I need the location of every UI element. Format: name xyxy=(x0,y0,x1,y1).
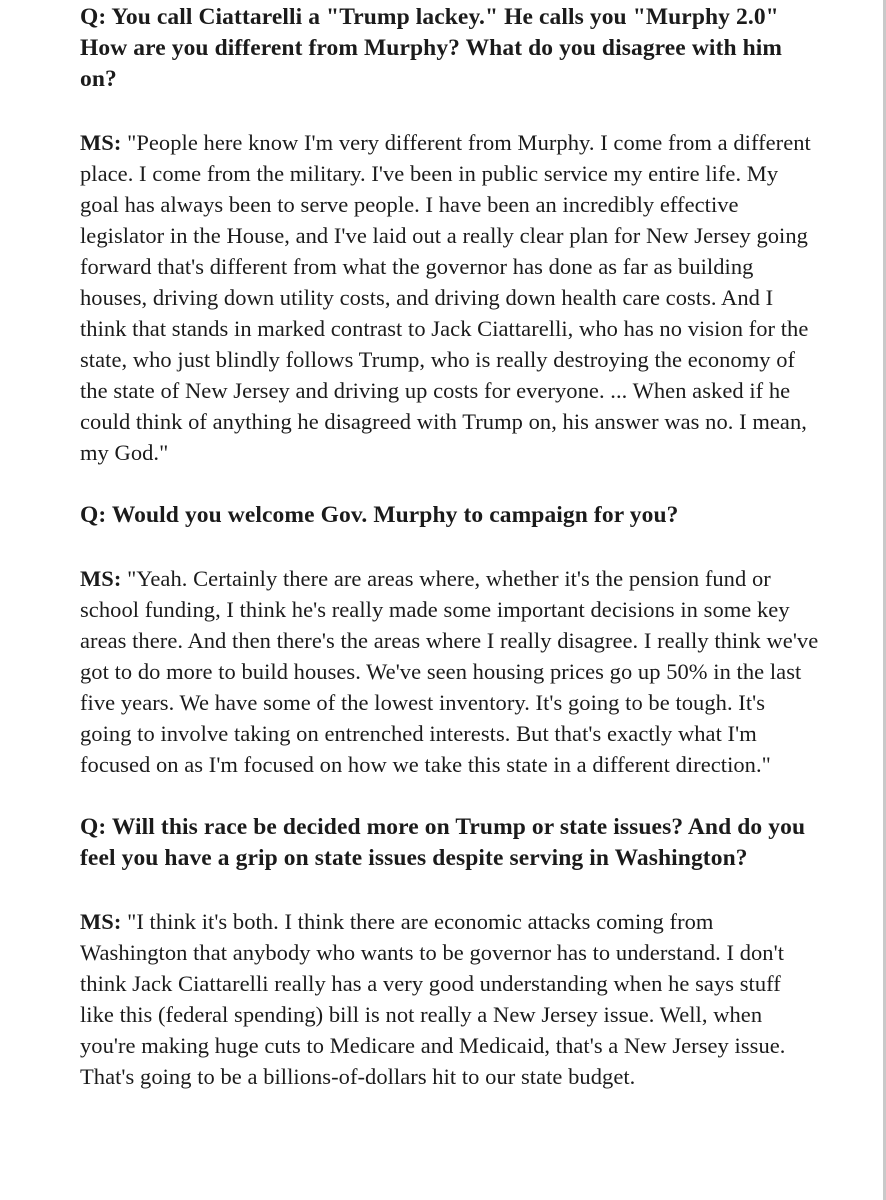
article-body xyxy=(80,2,820,1124)
answer-2 xyxy=(80,563,820,780)
speaker-label: MS: xyxy=(80,130,122,155)
answer-text: "Yeah. Certainly there are areas where, whether it's the pension fund or school funding, I think he's really made some important decisions in some key areas there. And then there's the areas where I really disagree. I really think we've got to do more to build houses. We've seen housing prices go up 50% in the last five years. We have some of the lowest inventory. It's going to be tough. It's going to involve taking on entrenched interests. But that's exactly what I'm focused on as I'm focused on how we take this state in a different direction." xyxy=(80,566,819,777)
answer-3 xyxy=(80,906,820,1092)
speaker-label: MS: xyxy=(80,566,122,591)
question-2: Q: Would you welcome Gov. Murphy to campaign for you? xyxy=(80,502,679,528)
answer-text: "I think it's both. I think there are economic attacks coming from Washington that anybody who wants to be governor has to understand. I don't think Jack Ciattarelli really has a very good understanding when he says stuff like this (federal spending) bill is not really a New Jersey issue. Well, when you're making huge cuts to Medicare and Medicaid, that's a New Jersey issue. That's going to be a billions-of-dollars hit to our state budget. xyxy=(80,909,786,1089)
question-3: Q: Will this race be decided more on Trump or state issues? And do you feel you have a grip on state issues despite serving in Washington? xyxy=(80,814,806,871)
answer-text: "People here know I'm very different from Murphy. I come from a different place. I come from the military. I've been in public service my entire life. My goal has always been to serve people. I have been an incredibly effective legislator in the House, and I've laid out a really clear plan for New Jersey going forward that's different from what the governor has done as far as building houses, driving down utility costs, and driving down health care costs. And I think that stands in marked contrast to Jack Ciattarelli, who has no vision for the state, who just blindly follows Trump, who is really destroying the economy of the state of New Jersey and driving up costs for everyone. ... When asked if he could think of anything he disagreed with Trump on, his answer was no. I mean, my God." xyxy=(80,130,811,465)
answer-1 xyxy=(80,127,820,468)
question-1: Q: You call Ciattarelli a "Trump lackey." He calls you "Murphy 2.0" How are you different from Murphy? What do you disagree with him on? xyxy=(80,4,783,92)
speaker-label: MS: xyxy=(80,909,122,934)
